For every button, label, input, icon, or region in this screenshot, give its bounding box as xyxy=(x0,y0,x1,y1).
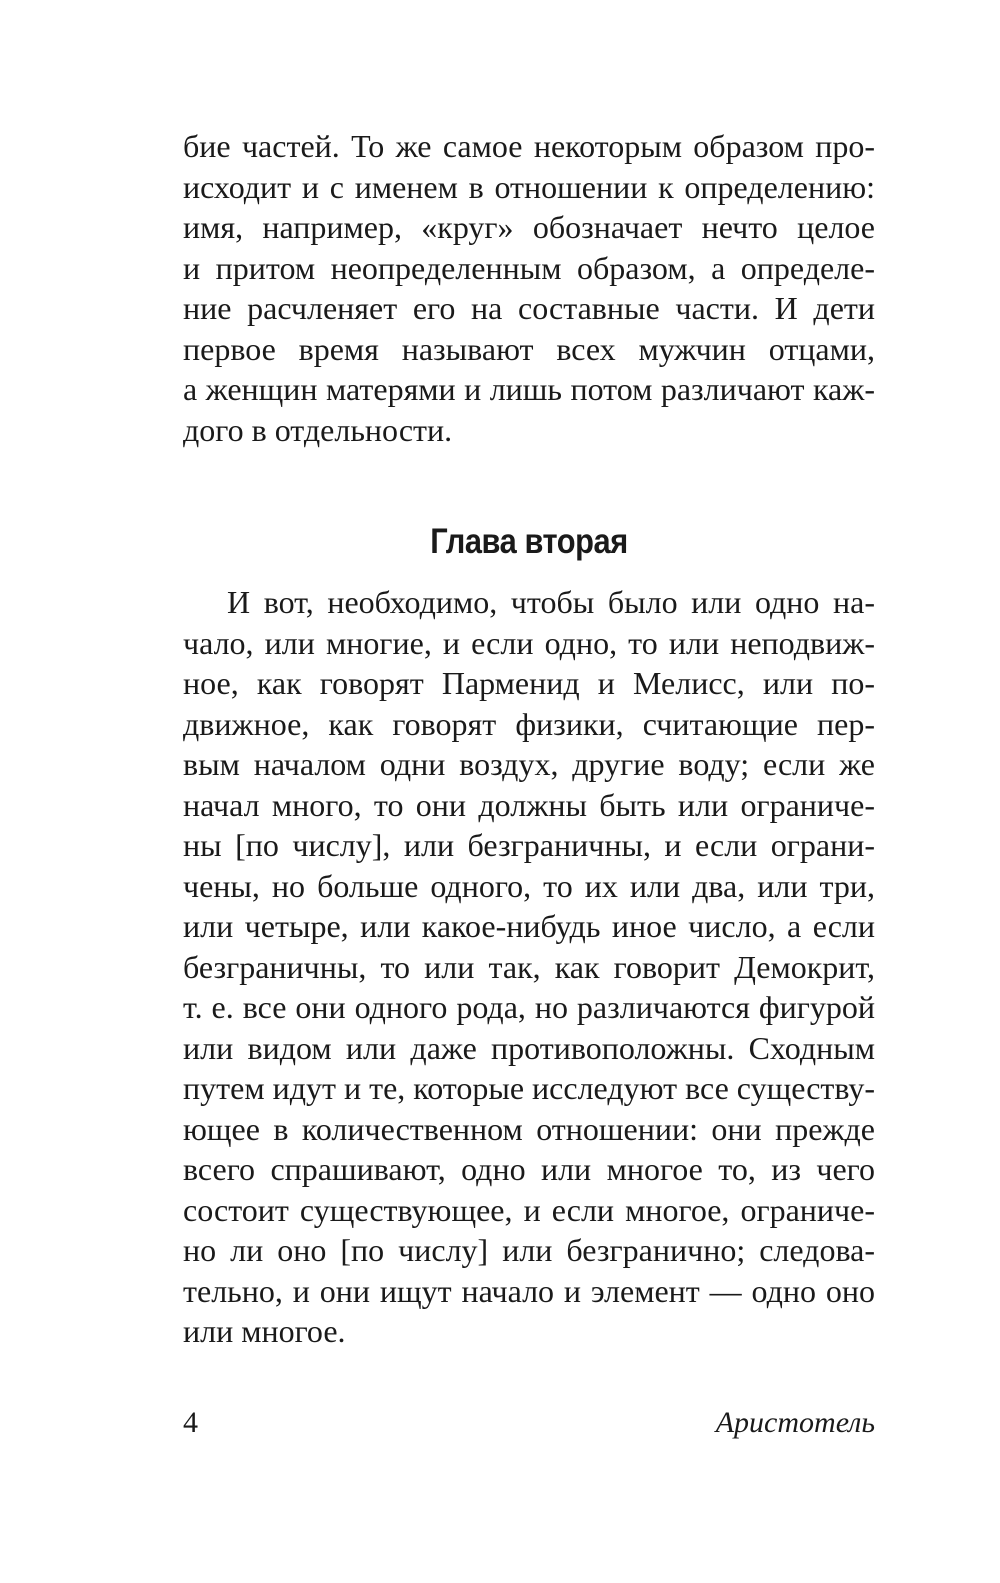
chapter-heading: Глава вторая xyxy=(430,522,628,561)
text-line: или видом или даже противоположны. Сходным xyxy=(183,1029,875,1066)
running-title: Аристотель xyxy=(715,1406,875,1439)
text-line: чало, или многие, и если одно, то или неподвиж- xyxy=(183,624,875,661)
text-line: а женщин матерями и лишь потом различают каж- xyxy=(183,371,875,407)
text-line: или многое. xyxy=(183,1313,346,1349)
text-line: начал много, то они должны быть или ограниче- xyxy=(183,786,875,823)
paragraph-1 xyxy=(183,126,875,450)
text-line: ние расчленяет его на составные части. И дети xyxy=(183,290,875,326)
text-line: бие частей. То же самое некоторым образом про- xyxy=(183,128,875,164)
text-line: ющее в количественном отношении: они прежде xyxy=(183,1110,875,1147)
text-line: ны [по числу], или безграничны, и если ограни- xyxy=(183,827,875,863)
text-line: дого в отдельности. xyxy=(183,411,453,448)
text-line: чены, но больше одного, то их или два, или три, xyxy=(183,867,875,904)
text-line: состоит существующее, и если многое, ограниче- xyxy=(183,1191,875,1228)
page-footer xyxy=(183,1406,875,1440)
page-number: 4 xyxy=(183,1406,198,1439)
text-line: всего спрашивают, одно или многое то, из чего xyxy=(183,1151,875,1187)
text-line: и притом неопределенным образом, а определе- xyxy=(183,249,875,286)
page-body xyxy=(183,126,875,1352)
text-line: но ли оно [по числу] или безгранично; следова- xyxy=(183,1232,875,1268)
text-line: имя, например, «круг» обозначает нечто целое xyxy=(183,209,875,245)
text-line: первое время называют всех мужчин отцами, xyxy=(183,330,875,367)
text-line: вым началом одни воздух, другие воду; если же xyxy=(183,746,875,782)
text-line: ное, как говорят Парменид и Мелисс, или по- xyxy=(183,665,875,701)
text-line: И вот, необходимо, чтобы было или одно на- xyxy=(227,584,875,620)
text-line: движное, как говорят физики, считающие пер- xyxy=(183,705,875,742)
text-line: т. е. все они одного рода, но различаются фигурой xyxy=(183,989,875,1025)
text-line: или четыре, или какое-нибудь иное число, а если xyxy=(183,908,875,944)
text-line: путем идут и те, которые исследуют все существу- xyxy=(183,1070,876,1106)
text-line: исходит и с именем в отношении к определению: xyxy=(183,168,875,205)
paragraph-2 xyxy=(183,582,875,1352)
text-line: безграничны, то или так, как говорит Демокрит, xyxy=(183,948,875,985)
text-line: тельно, и они ищут начало и элемент — одно оно xyxy=(183,1272,875,1309)
